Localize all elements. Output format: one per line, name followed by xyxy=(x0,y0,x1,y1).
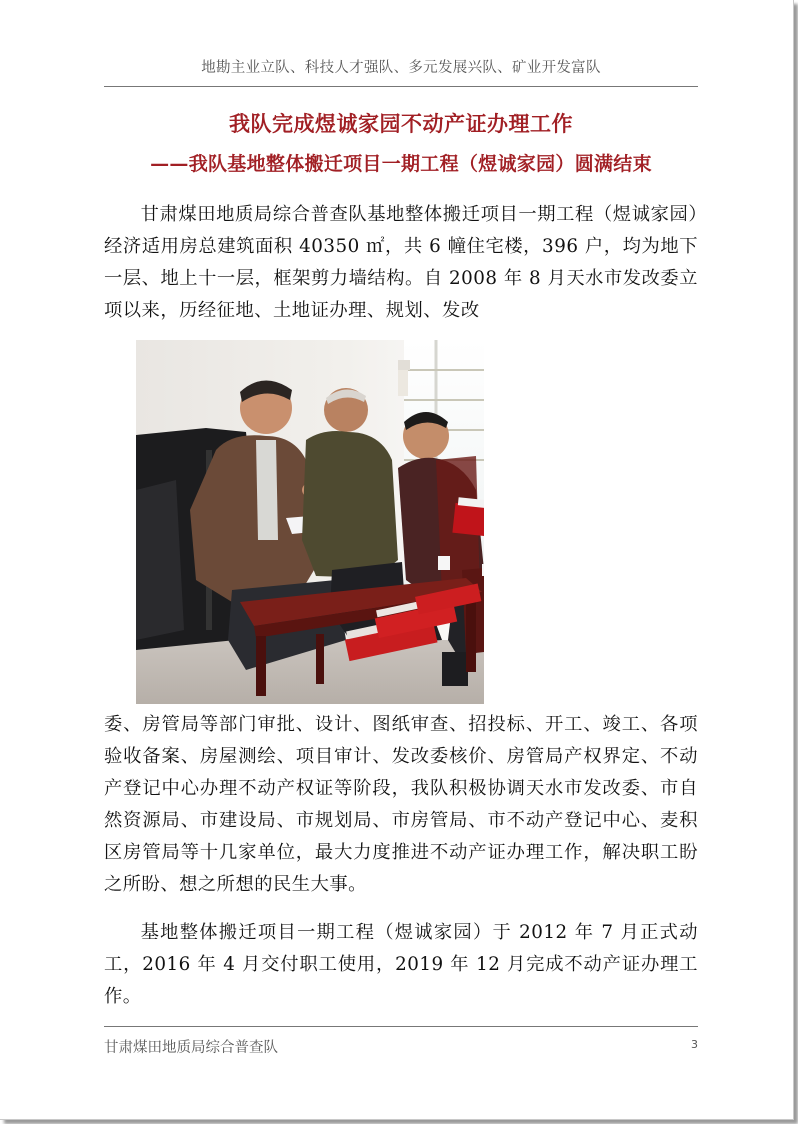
article-subtitle: ——我队基地整体搬迁项目一期工程（煜诚家园）圆满结束 xyxy=(150,153,652,175)
article-photo xyxy=(136,340,484,704)
article-paragraph-1-continued: 委、房管局等部门审批、设计、图纸审查、招投标、开工、竣工、各项验收备案、房屋测绘、项目审计、发改委核价、房管局产权界定、不动产登记中心办理不动产权证等阶段，我队积极协调天水市发改委、市自然资源局、市建设局、市规划局、市房管局、市不动产登记中心、麦积区房管局等十几家单位，最大力度推进不动产证办理工作，解决职工盼之所盼、想之所想的民生大事。 xyxy=(104,714,698,895)
header-divider xyxy=(104,86,698,87)
article-title: 我队完成煜诚家园不动产证办理工作 xyxy=(229,112,573,136)
footer-organization: 甘肃煤田地质局综合普查队 xyxy=(104,1040,278,1056)
article-paragraph-2: 基地整体搬迁项目一期工程（煜诚家园）于 2012 年 7 月正式动工，2016 年 4 月交付职工使用，2019 年 12 月完成不动产证办理工作。 xyxy=(104,922,698,1007)
page-number: 3 xyxy=(691,1038,698,1051)
article-paragraph-1: 甘肃煤田地质局综合普查队基地整体搬迁项目一期工程（煜诚家园）经济适用房总建筑面积 40350 ㎡，共 6 幢住宅楼，396 户，均为地下一层、地上十一层，框架剪力墙结构。自 2008 年 8 月天水市发改委立项以来，历经征地、土地证办理、规划、发改 xyxy=(104,204,698,321)
footer-divider xyxy=(104,1026,698,1027)
meeting-photo-illustration xyxy=(136,340,484,704)
page-header: 地勘主业立队、科技人才强队、多元发展兴队、矿业开发富队 xyxy=(201,60,601,76)
